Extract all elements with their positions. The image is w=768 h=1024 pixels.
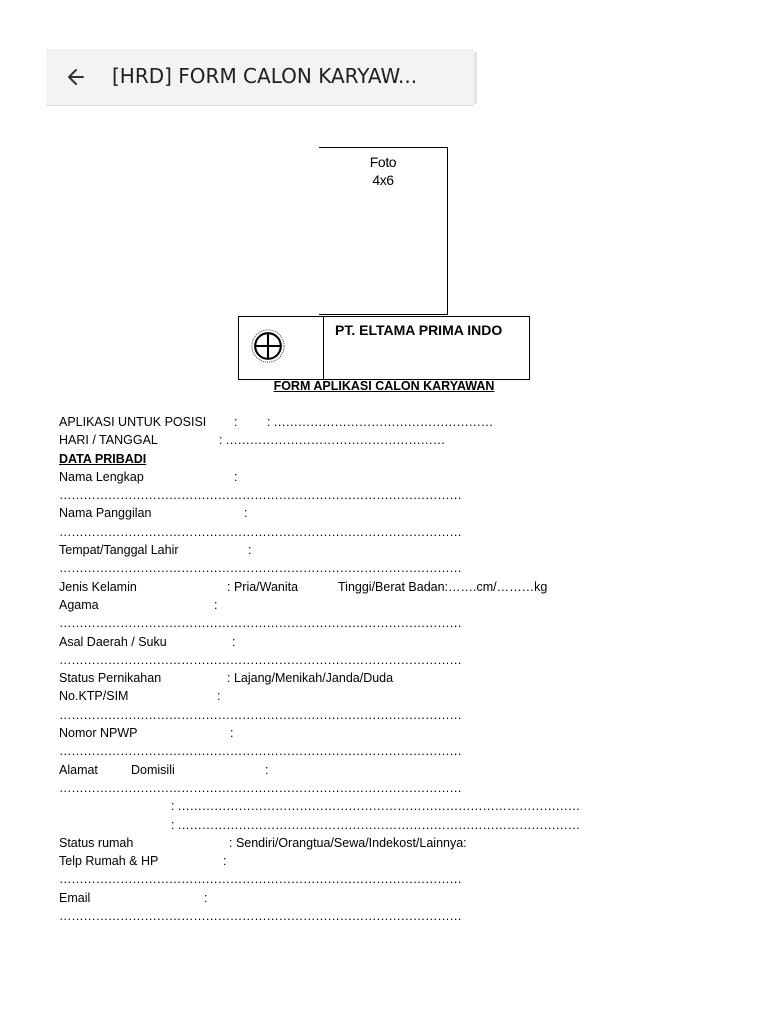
label-telp: Telp Rumah & HP xyxy=(59,854,159,869)
colon-asal: : xyxy=(232,634,236,649)
company-logo xyxy=(249,327,287,365)
back-arrow-icon[interactable] xyxy=(66,67,86,87)
label-asal: Asal Daerah / Suku xyxy=(59,634,167,649)
dotted-line[interactable] xyxy=(59,779,749,797)
dotted-line-text: ……………………………………………………………………………………… xyxy=(59,616,462,631)
dotted-line-text: ……………………………………………………………………………………… xyxy=(59,652,462,667)
dotted-line[interactable] xyxy=(59,486,749,504)
field-status-rumah[interactable]: : Sendiri/Orangtua/Sewa/Indekost/Lainnya: xyxy=(229,835,467,850)
colon-agama: : xyxy=(214,597,218,612)
label-ktp: No.KTP/SIM xyxy=(59,689,129,704)
row-section xyxy=(59,450,749,468)
section-data-pribadi: DATA PRIBADI xyxy=(59,451,147,466)
label-ttl: Tempat/Tanggal Lahir xyxy=(59,543,179,558)
colon-npwp: : xyxy=(230,726,234,741)
application-form xyxy=(59,413,749,925)
label-agama: Agama xyxy=(59,597,99,612)
appbar-edge xyxy=(474,52,477,104)
app-bar xyxy=(46,49,474,106)
colon-telp: : xyxy=(223,854,227,869)
dotted-line-text: ……………………………………………………………………………………… xyxy=(59,488,462,503)
field-posisi[interactable]: : ……………………………………………… xyxy=(267,415,493,429)
label-nama-lengkap: Nama Lengkap xyxy=(59,469,144,484)
field-tanggal[interactable]: : ……………………………………………… xyxy=(219,433,445,448)
row-alamat xyxy=(59,761,749,779)
row-alamat-cont-2 xyxy=(59,816,749,834)
row-email xyxy=(59,889,749,907)
row-nama-lengkap xyxy=(59,468,749,486)
label-npwp: Nomor NPWP xyxy=(59,726,138,741)
photo-box xyxy=(319,147,448,315)
label-email: Email xyxy=(59,890,91,905)
colon-ktp: : xyxy=(217,689,221,704)
dotted-line-text: ……………………………………………………………………………………… xyxy=(59,561,462,576)
row-asal xyxy=(59,633,749,651)
photo-label-line2: 4x6 xyxy=(372,172,394,188)
label-tanggal: HARI / TANGGAL xyxy=(59,433,158,448)
colon-nama-lengkap: : xyxy=(234,469,238,484)
company-name: PT. ELTAMA PRIMA INDO xyxy=(335,322,503,338)
label-status-rumah: Status rumah xyxy=(59,835,134,850)
label-posisi: APLIKASI UNTUK POSISI xyxy=(59,415,207,429)
dotted-line-text: ……………………………………………………………………………………… xyxy=(59,744,462,759)
colon-ttl: : xyxy=(248,543,252,558)
dotted-line[interactable] xyxy=(59,523,749,541)
row-npwp xyxy=(59,724,749,742)
dotted-line-text: ……………………………………………………………………………………… xyxy=(59,909,462,924)
row-nama-panggilan xyxy=(59,504,749,522)
field-status-nikah[interactable]: : Lajang/Menikah/Janda/Duda xyxy=(227,671,394,686)
field-alamat-line-2[interactable]: : ……………………………………………………………………………………… xyxy=(171,799,580,814)
dotted-line[interactable] xyxy=(59,706,749,724)
row-telp xyxy=(59,852,749,870)
colon-posisi: : xyxy=(234,415,238,429)
label-nama-panggilan: Nama Panggilan xyxy=(59,506,152,521)
company-header xyxy=(238,316,530,380)
field-alamat-line-3[interactable]: : ……………………………………………………………………………………… xyxy=(171,817,580,832)
photo-label-line1: Foto xyxy=(369,154,397,170)
colon-alamat: : xyxy=(265,762,269,777)
photo-label xyxy=(319,153,447,189)
label-domisili: Domisili xyxy=(131,762,175,777)
dotted-line-text: ……………………………………………………………………………………… xyxy=(59,780,462,795)
row-status-rumah xyxy=(59,834,749,852)
dotted-line-text: ……………………………………………………………………………………… xyxy=(59,707,462,722)
label-status-nikah: Status Pernikahan xyxy=(59,671,162,686)
row-alamat-cont-1 xyxy=(59,797,749,815)
field-jenis-kelamin[interactable]: : Pria/Wanita xyxy=(227,579,299,594)
row-posisi xyxy=(59,413,749,431)
dotted-line[interactable] xyxy=(59,907,749,925)
dotted-line-text: ……………………………………………………………………………………… xyxy=(59,524,462,539)
dotted-line[interactable] xyxy=(59,614,749,632)
label-alamat: Alamat xyxy=(59,762,98,777)
dotted-line[interactable] xyxy=(59,742,749,760)
company-divider xyxy=(323,317,324,379)
row-ktp xyxy=(59,687,749,705)
field-tinggi-berat[interactable]: Tinggi/Berat Badan:…….cm/………kg xyxy=(338,579,548,594)
row-tanggal xyxy=(59,431,749,449)
document-title: [HRD] FORM CALON KARYAW... xyxy=(112,64,418,88)
row-ttl xyxy=(59,541,749,559)
dotted-line[interactable] xyxy=(59,870,749,888)
colon-nama-panggilan: : xyxy=(244,506,248,521)
row-jenis-kelamin xyxy=(59,578,749,596)
row-status-nikah xyxy=(59,669,749,687)
dotted-line[interactable] xyxy=(59,559,749,577)
dotted-line-text: ……………………………………………………………………………………… xyxy=(59,872,462,887)
colon-email: : xyxy=(204,890,208,905)
row-agama xyxy=(59,596,749,614)
label-jenis-kelamin: Jenis Kelamin xyxy=(59,579,137,594)
form-title: FORM APLIKASI CALON KARYAWAN xyxy=(273,379,495,393)
dotted-line[interactable] xyxy=(59,651,749,669)
